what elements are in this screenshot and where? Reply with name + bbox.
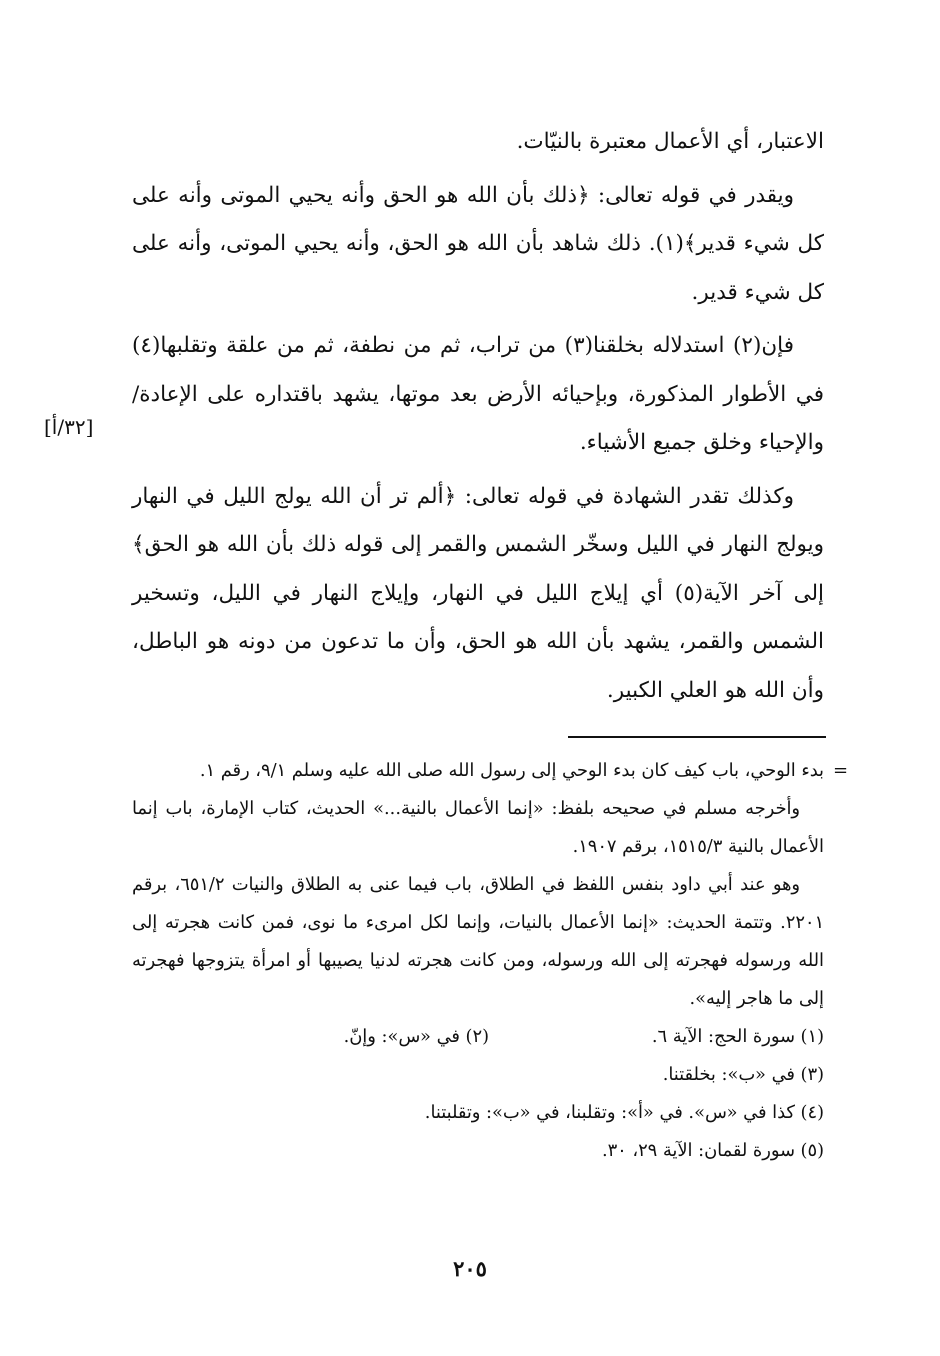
- paragraph-2: ويقدر في قوله تعالى: ﴿ذلك بأن الله هو الحق وأنه يحيي الموتى وأنه على كل شيء قدير﴾(١). ذلك شاهد بأن الله هو الحق، وأنه يحيي الموتى، وأنه على كل شيء قدير.: [132, 182, 824, 305]
- paragraph-1: الاعتبار، أي الأعمال معتبرة بالنيّات.: [516, 129, 824, 154]
- footnote-separator: [568, 736, 826, 738]
- footnote-3: (٣) في «ب»: بخلقتنا.: [662, 1064, 824, 1085]
- footnote-continuation-mark: =: [833, 760, 849, 781]
- footnote-continuation-1: بدء الوحي، باب كيف كان بدء الوحي إلى رسول الله صلى الله عليه وسلم ٩/١، رقم ١.: [199, 760, 824, 781]
- footnote-continuation-2: وأخرجه مسلم في صحيحه بلفظ: «إنما الأعمال بالنية...» الحديث، كتاب الإمارة، باب إنما الأعمال بالنية ١٥١٥/٣، برقم ١٩٠٧.: [132, 798, 824, 857]
- footnotes: [132, 752, 824, 1170]
- footnote-4: (٤) كذا في «س». في «أ»: وتقلبنا، في «ب»: وتقلبتنا.: [424, 1102, 824, 1123]
- paragraph-3: فإن(٢) استدلاله بخلقنا(٣) من تراب، ثم من نطفة، ثم من علقة وتقلبها(٤) في الأطوار المذكورة، وبإحيائه الأرض بعد موتها، يشهد باقتداره على الإعادة/ والإحياء وخلق جميع الأشياء.: [132, 333, 824, 455]
- manuscript-folio-marker: [٣٢/أ]: [44, 415, 94, 439]
- footnote-5: (٥) سورة لقمان: الآية ٢٩، ٣٠.: [601, 1140, 824, 1161]
- footnote-row-1-2: [132, 1018, 824, 1056]
- main-text: [132, 118, 824, 720]
- footnote-continuation-3: وهو عند أبي داود بنفس اللفظ في الطلاق، باب فيما عنى به الطلاق والنيات ٦٥١/٢، برقم ٢٢٠١. وتتمة الحديث: «إنما الأعمال بالنيات، وإنما لكل امرىء ما نوى، فمن كانت هجرته إلى الله ورسوله فهجرته إلى الله ورسوله، ومن كانت هجرته لدنيا يصيبها أو امرأة يتزوجها فهجرته إلى ما هاجر إليه».: [132, 874, 824, 1009]
- footnote-2: (٢) في «س»: وإنّ.: [343, 1026, 489, 1047]
- paragraph-4: وكذلك تقدر الشهادة في قوله تعالى: ﴿ألم تر أن الله يولج الليل في النهار ويولج النهار في الليل وسخّر الشمس والقمر إلى قوله ذلك بأن الله هو الحق﴾ إلى آخر الآية(٥) أي إيلاج الليل في النهار، وإيلاج النهار في الليل، وتسخير الشمس والقمر، يشهد بأن الله هو الحق، وأن ما تدعون من دونه هو الباطل، وأن الله هو العلي الكبير.: [132, 483, 825, 703]
- page-number: ٢٠٥: [453, 1256, 487, 1281]
- footnote-1: (١) سورة الحج: الآية ٦.: [651, 1026, 824, 1047]
